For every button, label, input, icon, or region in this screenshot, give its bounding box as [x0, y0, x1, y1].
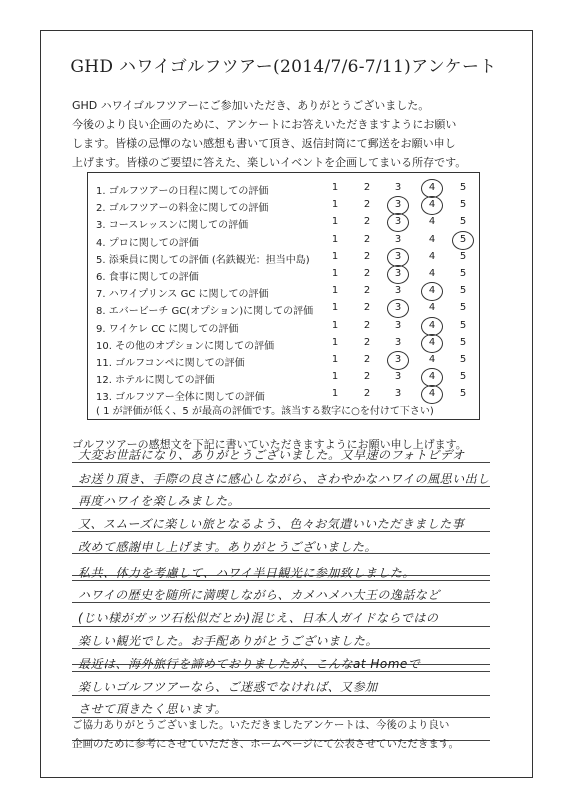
circled-mark [421, 334, 443, 353]
rating-option-3[interactable]: 3 [394, 371, 402, 383]
rating-option-5[interactable]: 5 [459, 182, 467, 193]
rating-option-5[interactable]: 5 [459, 319, 467, 331]
rating-option-4[interactable]: 4 [428, 371, 436, 383]
footer-line: ご協力ありがとうございました。いただきましたアンケートは、今後のより良い [72, 719, 450, 731]
rating-option-2[interactable]: 2 [363, 302, 371, 314]
rating-item-label: 7. ハワイプリンス GC に関しての評価 [96, 289, 269, 301]
circled-mark [387, 265, 409, 284]
rating-note: ( 1 が評価が低く、5 が最高の評価です。該当する数字に○を付けて下さい) [96, 406, 434, 417]
rating-option-3[interactable]: 3 [394, 336, 402, 348]
intro-line: 今後のより良い企画のために、アンケートにお答えいただきますようにお願い [72, 118, 457, 131]
rating-option-3[interactable]: 3 [394, 268, 402, 279]
footer-text [72, 716, 512, 754]
rating-option-3[interactable]: 3 [394, 388, 402, 400]
rating-item-label: 5. 添乗員に関しての評価 (名鉄観光：担当中島) [96, 254, 310, 266]
rating-option-2[interactable]: 2 [363, 233, 371, 245]
rating-option-5[interactable]: 5 [459, 371, 467, 383]
footer-line: 企画のために参考にさせていただき、ホームページにて公表させていただきます。 [72, 738, 460, 750]
rating-option-5[interactable]: 5 [459, 302, 467, 314]
handwritten-line: お送り頂き、手際の良さに感心しながら、さわやかなハワイの風思い出し [78, 472, 490, 486]
handwritten-line: 最近は、海外旅行を諦めておりましたが、こんなat Homeで [78, 657, 421, 671]
rating-option-1[interactable]: 1 [331, 250, 339, 262]
rating-option-2[interactable]: 2 [363, 216, 371, 228]
rating-option-3[interactable]: 3 [394, 354, 402, 365]
rating-option-3[interactable]: 3 [394, 233, 402, 245]
circled-mark [421, 282, 443, 301]
rating-option-1[interactable]: 1 [331, 319, 339, 331]
handwritten-line: 又、スムーズに楽しい旅となるよう、色々お気遣いいただきました事 [78, 517, 465, 531]
rating-option-3[interactable]: 3 [394, 216, 402, 228]
rating-option-3[interactable]: 3 [394, 302, 402, 314]
handwritten-line: ハワイの歴史を随所に満喫しながら、カメハメハ大王の逸話など [78, 588, 440, 602]
comments-prompt: ゴルフツアーの感想文を下記に書いていただきますようにお願い申し上げます。 [72, 438, 467, 451]
rating-item-label: 10. その他のオプションに関しての評価 [96, 340, 275, 352]
rating-option-1[interactable]: 1 [331, 233, 339, 245]
circled-mark [387, 351, 409, 370]
rating-option-5[interactable]: 5 [459, 233, 467, 245]
rating-option-1[interactable]: 1 [331, 371, 339, 383]
circled-mark [421, 179, 443, 198]
rating-option-2[interactable]: 2 [363, 371, 371, 383]
rating-item-label: 6. 食事に関しての評価 [96, 272, 199, 283]
circled-mark [421, 385, 443, 404]
rating-option-5[interactable]: 5 [459, 388, 467, 400]
circled-mark [452, 231, 474, 250]
rating-item-label: 12. ホテルに関しての評価 [96, 375, 215, 387]
rating-option-4[interactable]: 4 [428, 182, 436, 193]
rating-option-2[interactable]: 2 [363, 199, 371, 211]
rating-option-3[interactable]: 3 [394, 199, 402, 211]
rating-option-1[interactable]: 1 [331, 199, 339, 211]
circled-mark [421, 196, 443, 215]
rating-option-3[interactable]: 3 [394, 182, 402, 193]
rating-option-3[interactable]: 3 [394, 319, 402, 331]
rating-option-4[interactable]: 4 [428, 354, 436, 365]
intro-line: 上げます。皆様のご要望に答えた、楽しいイベントを企画してまいる所存です。 [72, 156, 467, 169]
rating-option-4[interactable]: 4 [428, 199, 436, 211]
rating-option-1[interactable]: 1 [331, 388, 339, 400]
circled-mark [421, 317, 443, 336]
rating-option-4[interactable]: 4 [428, 268, 436, 279]
rating-option-2[interactable]: 2 [363, 268, 371, 279]
rating-option-2[interactable]: 2 [363, 354, 371, 365]
rating-option-4[interactable]: 4 [428, 285, 436, 297]
rating-item-label: 1. ゴルフツアーの日程に関しての評価 [96, 186, 269, 197]
rating-option-1[interactable]: 1 [331, 268, 339, 279]
page-title: GHD ハワイゴルフツアー(2014/7/6-7/11)アンケート [70, 57, 497, 77]
circled-mark [421, 368, 443, 387]
rating-option-2[interactable]: 2 [363, 319, 371, 331]
rating-option-4[interactable]: 4 [428, 233, 436, 245]
rating-item-label: 2. ゴルフツアーの料金に関しての評価 [96, 203, 269, 215]
rating-item-label: 11. ゴルフコンペに関しての評価 [96, 358, 245, 369]
rating-table [87, 172, 480, 420]
rating-option-4[interactable]: 4 [428, 302, 436, 314]
rating-option-5[interactable]: 5 [459, 268, 467, 279]
circled-mark [387, 299, 409, 318]
rating-option-5[interactable]: 5 [459, 336, 467, 348]
handwritten-line: 楽しいゴルフツアーなら、ご迷惑でなければ、又参加 [78, 680, 378, 694]
rating-option-4[interactable]: 4 [428, 319, 436, 331]
handwritten-line: (じい様がガッツ石松似だとか)混じえ、日本人ガイドならではの [78, 611, 439, 625]
rating-option-3[interactable]: 3 [394, 285, 402, 297]
ruled-line [72, 695, 490, 696]
handwritten-line: 再度ハワイを楽しみました。 [78, 494, 241, 508]
rating-option-2[interactable]: 2 [363, 285, 371, 297]
circled-mark [387, 196, 409, 215]
rating-option-5[interactable]: 5 [459, 250, 467, 262]
rating-row [88, 385, 481, 405]
handwritten-line: 私共、体力を考慮して、ハワイ半日観光に参加致しました。 [78, 566, 415, 580]
intro-text [72, 96, 512, 172]
rating-option-5[interactable]: 5 [459, 216, 467, 228]
intro-line: GHD ハワイゴルフツアーにご参加いただき、ありがとうございました。 [72, 99, 430, 112]
circled-mark [387, 213, 409, 232]
rating-option-4[interactable]: 4 [428, 250, 436, 262]
rating-option-1[interactable]: 1 [331, 182, 339, 193]
rating-option-1[interactable]: 1 [331, 336, 339, 348]
rating-option-5[interactable]: 5 [459, 354, 467, 365]
rating-item-label: 9. ワイケレ CC に関しての評価 [96, 323, 239, 335]
rating-option-1[interactable]: 1 [331, 285, 339, 297]
circled-mark [387, 248, 409, 267]
intro-line: します。皆様の忌憚のない感想も書いて頂き、返信封筒にて郵送をお願い申し [72, 137, 456, 150]
rating-option-4[interactable]: 4 [428, 216, 436, 228]
rating-option-2[interactable]: 2 [363, 182, 371, 193]
rating-option-1[interactable]: 1 [331, 216, 339, 228]
rating-option-4[interactable]: 4 [428, 388, 436, 400]
rating-item-label: 4. プロに関しての評価 [96, 237, 199, 249]
rating-item-label: 3. コースレッスンに関しての評価 [96, 220, 249, 232]
handwritten-line: 楽しい観光でした。お手配ありがとうございました。 [78, 634, 379, 648]
rating-item-label: 13. ゴルフツアー全体に関しての評価 [96, 392, 265, 404]
rating-option-2[interactable]: 2 [363, 388, 371, 400]
rating-option-3[interactable]: 3 [394, 250, 402, 262]
rating-option-5[interactable]: 5 [459, 285, 467, 297]
handwritten-line: 改めて感謝申し上げます。ありがとうございました。 [78, 540, 378, 554]
rating-option-1[interactable]: 1 [331, 302, 339, 314]
rating-option-2[interactable]: 2 [363, 250, 371, 262]
handwritten-line: させて頂きたく思います。 [78, 702, 228, 716]
rating-item-label: 8. エバービーチ GC(オプション)に関しての評価 [96, 306, 314, 318]
rating-option-1[interactable]: 1 [331, 354, 339, 365]
handwritten-line: 大変お世話になり、ありがとうございました。又早速のフォトビデオ [78, 448, 465, 462]
rating-option-4[interactable]: 4 [428, 336, 436, 348]
ruled-line [72, 626, 490, 627]
rating-option-5[interactable]: 5 [459, 199, 467, 211]
rating-option-2[interactable]: 2 [363, 336, 371, 348]
